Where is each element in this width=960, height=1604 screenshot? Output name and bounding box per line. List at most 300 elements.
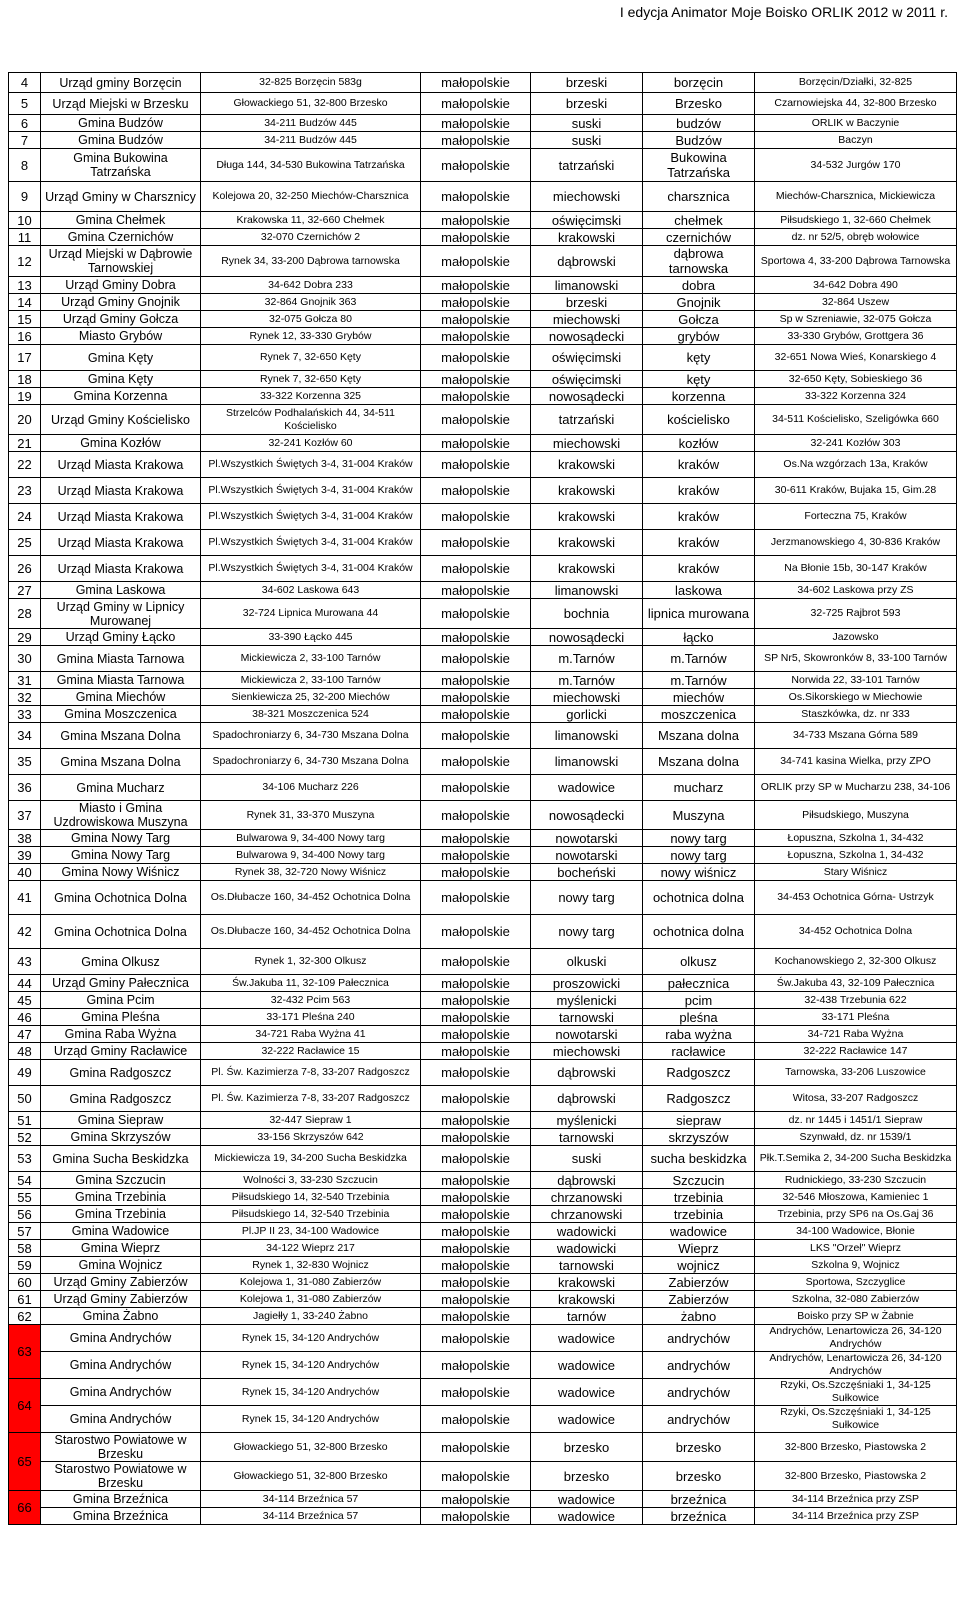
institution-address: 34-211 Budzów 445 [201, 115, 421, 132]
municipality: Bukowina Tatrzańska [643, 149, 755, 182]
table-row [9, 599, 957, 629]
voivodeship: małopolskie [421, 93, 531, 115]
table-row [9, 1189, 957, 1206]
row-number: 10 [9, 212, 41, 229]
table-row [9, 1352, 957, 1379]
institution-name: Urząd Miasta Krakowa [41, 452, 201, 478]
institution-address: Os.Dłubacze 160, 34-452 Ochotnica Dolna [201, 881, 421, 915]
institution-name: Urząd Gminy Kościelisko [41, 405, 201, 435]
municipality: wojnicz [643, 1257, 755, 1274]
municipality: olkusz [643, 949, 755, 975]
institution-address: Głowackiego 51, 32-800 Brzesko [201, 1462, 421, 1491]
institution-address: 38-321 Moszczenica 524 [201, 706, 421, 723]
institution-name: Gmina Wadowice [41, 1223, 201, 1240]
voivodeship: małopolskie [421, 1291, 531, 1308]
institution-address: Jagiełły 1, 33-240 Żabno [201, 1308, 421, 1325]
county: dąbrowski [531, 1060, 643, 1086]
county: nowy targ [531, 915, 643, 949]
county: krakowski [531, 1291, 643, 1308]
voivodeship: małopolskie [421, 115, 531, 132]
municipality: kęty [643, 371, 755, 388]
voivodeship: małopolskie [421, 992, 531, 1009]
row-number: 39 [9, 847, 41, 864]
pitch-location: Piłsudskiego, Muszyna [755, 801, 957, 830]
pitch-location: Piłsudskiego 1, 32-660 Chełmek [755, 212, 957, 229]
county: tatrzański [531, 405, 643, 435]
county: chrzanowski [531, 1206, 643, 1223]
county: wadowice [531, 1508, 643, 1525]
institution-address: Długa 144, 34-530 Bukowina Tatrzańska [201, 149, 421, 182]
municipality: ochotnica dolna [643, 881, 755, 915]
table-row [9, 1491, 957, 1508]
institution-name: Gmina Andrychów [41, 1406, 201, 1433]
row-number: 62 [9, 1308, 41, 1325]
pitch-location: 32-864 Uszew [755, 294, 957, 311]
institution-address: Pl.Wszystkich Świętych 3-4, 31-004 Kraków [201, 530, 421, 556]
voivodeship: małopolskie [421, 881, 531, 915]
county: brzesko [531, 1462, 643, 1491]
institution-name: Gmina Radgoszcz [41, 1086, 201, 1112]
voivodeship: małopolskie [421, 1308, 531, 1325]
institution-name: Urząd Gminy Zabierzów [41, 1274, 201, 1291]
voivodeship: małopolskie [421, 646, 531, 672]
county: suski [531, 132, 643, 149]
county: krakowski [531, 504, 643, 530]
voivodeship: małopolskie [421, 749, 531, 775]
institution-address: Św.Jakuba 11, 32-109 Pałecznica [201, 975, 421, 992]
pitch-location: 34-642 Dobra 490 [755, 277, 957, 294]
institution-address: 32-432 Pcim 563 [201, 992, 421, 1009]
municipality: miechów [643, 689, 755, 706]
municipality: łącko [643, 629, 755, 646]
voivodeship: małopolskie [421, 1508, 531, 1525]
municipality: kraków [643, 556, 755, 582]
row-number: 30 [9, 646, 41, 672]
row-number: 19 [9, 388, 41, 405]
institution-name: Gmina Moszczenica [41, 706, 201, 723]
row-number: 42 [9, 915, 41, 949]
voivodeship: małopolskie [421, 1352, 531, 1379]
institution-address: Rynek 31, 33-370 Muszyna [201, 801, 421, 830]
institution-address: 33-390 Łącko 445 [201, 629, 421, 646]
institution-name: Gmina Pcim [41, 992, 201, 1009]
table-row [9, 1462, 957, 1491]
county: limanowski [531, 749, 643, 775]
table-row [9, 646, 957, 672]
county: suski [531, 1146, 643, 1172]
pitch-location: 34-100 Wadowice, Błonie [755, 1223, 957, 1240]
data-table [8, 72, 957, 1525]
table-row [9, 556, 957, 582]
county: tarnowski [531, 1257, 643, 1274]
institution-name: Gmina Mszana Dolna [41, 723, 201, 749]
row-number: 4 [9, 73, 41, 93]
institution-address: Pl.Wszystkich Świętych 3-4, 31-004 Kraków [201, 452, 421, 478]
county: m.Tarnów [531, 646, 643, 672]
institution-name: Urząd Gminy Pałecznica [41, 975, 201, 992]
county: miechowski [531, 689, 643, 706]
county: nowotarski [531, 847, 643, 864]
pitch-location: 33-330 Grybów, Grottgera 36 [755, 328, 957, 345]
pitch-location: 34-733 Mszana Górna 589 [755, 723, 957, 749]
table-row [9, 1379, 957, 1406]
county: tarnowski [531, 1129, 643, 1146]
municipality: Zabierzów [643, 1274, 755, 1291]
voivodeship: małopolskie [421, 1325, 531, 1352]
pitch-location: 34-721 Raba Wyżna [755, 1026, 957, 1043]
table-row [9, 723, 957, 749]
table-row [9, 452, 957, 478]
voivodeship: małopolskie [421, 294, 531, 311]
institution-name: Gmina Wieprz [41, 1240, 201, 1257]
voivodeship: małopolskie [421, 405, 531, 435]
table-row [9, 1112, 957, 1129]
institution-name: Gmina Kęty [41, 371, 201, 388]
table-row [9, 229, 957, 246]
row-number: 23 [9, 478, 41, 504]
pitch-location: Sportowa 4, 33-200 Dąbrowa Tarnowska [755, 246, 957, 277]
table-row [9, 689, 957, 706]
voivodeship: małopolskie [421, 801, 531, 830]
voivodeship: małopolskie [421, 212, 531, 229]
institution-address: Strzelców Podhalańskich 44, 34-511 Kościelisko [201, 405, 421, 435]
county: oświęcimski [531, 345, 643, 371]
pitch-location: Rudnickiego, 33-230 Szczucin [755, 1172, 957, 1189]
table-row [9, 115, 957, 132]
municipality: kozłów [643, 435, 755, 452]
municipality: Zabierzów [643, 1291, 755, 1308]
institution-address: 32-070 Czernichów 2 [201, 229, 421, 246]
institution-name: Urząd Miasta Krakowa [41, 478, 201, 504]
pitch-location: Miechów-Charsznica, Mickiewicza [755, 182, 957, 212]
institution-address: Rynek 1, 32-830 Wojnicz [201, 1257, 421, 1274]
institution-name: Urząd gminy Borzęcin [41, 73, 201, 93]
institution-name: Urząd Gminy Gołcza [41, 311, 201, 328]
institution-address: 32-075 Gołcza 80 [201, 311, 421, 328]
voivodeship: małopolskie [421, 530, 531, 556]
pitch-location: 33-171 Pleśna [755, 1009, 957, 1026]
institution-name: Gmina Radgoszcz [41, 1060, 201, 1086]
pitch-location: Witosa, 33-207 Radgoszcz [755, 1086, 957, 1112]
institution-address: Pl. Św. Kazimierza 7-8, 33-207 Radgoszcz [201, 1086, 421, 1112]
row-number: 60 [9, 1274, 41, 1291]
voivodeship: małopolskie [421, 388, 531, 405]
county: dąbrowski [531, 1086, 643, 1112]
pitch-location: Stary Wiśnicz [755, 864, 957, 881]
pitch-location: Baczyn [755, 132, 957, 149]
voivodeship: małopolskie [421, 1491, 531, 1508]
table-row [9, 1026, 957, 1043]
county: wadowice [531, 775, 643, 801]
table-row [9, 294, 957, 311]
institution-address: Rynek 12, 33-330 Grybów [201, 328, 421, 345]
county: wadowice [531, 1352, 643, 1379]
voivodeship: małopolskie [421, 599, 531, 629]
pitch-location: Jazowsko [755, 629, 957, 646]
voivodeship: małopolskie [421, 132, 531, 149]
table-row [9, 1433, 957, 1462]
voivodeship: małopolskie [421, 830, 531, 847]
pitch-location: Jerzmanowskiego 4, 30-836 Kraków [755, 530, 957, 556]
municipality: Gołcza [643, 311, 755, 328]
voivodeship: małopolskie [421, 864, 531, 881]
municipality: siepraw [643, 1112, 755, 1129]
institution-name: Gmina Chełmek [41, 212, 201, 229]
voivodeship: małopolskie [421, 1223, 531, 1240]
county: oświęcimski [531, 212, 643, 229]
institution-address: 34-114 Brzeźnica 57 [201, 1491, 421, 1508]
municipality: trzebinia [643, 1206, 755, 1223]
table-row [9, 149, 957, 182]
institution-name: Gmina Nowy Targ [41, 847, 201, 864]
institution-address: 32-222 Racławice 15 [201, 1043, 421, 1060]
table-row [9, 73, 957, 93]
pitch-location: 34-532 Jurgów 170 [755, 149, 957, 182]
table-row [9, 1060, 957, 1086]
county: limanowski [531, 723, 643, 749]
row-number: 36 [9, 775, 41, 801]
county: nowosądecki [531, 629, 643, 646]
municipality: mucharz [643, 775, 755, 801]
institution-name: Gmina Andrychów [41, 1352, 201, 1379]
row-number: 21 [9, 435, 41, 452]
county: nowosądecki [531, 388, 643, 405]
institution-address: Os.Dłubacze 160, 34-452 Ochotnica Dolna [201, 915, 421, 949]
table-row [9, 992, 957, 1009]
table-row [9, 388, 957, 405]
institution-name: Gmina Wojnicz [41, 1257, 201, 1274]
row-number: 22 [9, 452, 41, 478]
voivodeship: małopolskie [421, 229, 531, 246]
voivodeship: małopolskie [421, 629, 531, 646]
row-number: 5 [9, 93, 41, 115]
pitch-location: Sportowa, Szczyglice [755, 1274, 957, 1291]
pitch-location: Tarnowska, 33-206 Luszowice [755, 1060, 957, 1086]
table-row [9, 277, 957, 294]
county: krakowski [531, 452, 643, 478]
row-number: 24 [9, 504, 41, 530]
voivodeship: małopolskie [421, 775, 531, 801]
row-number: 27 [9, 582, 41, 599]
voivodeship: małopolskie [421, 435, 531, 452]
institution-name: Urząd Miasta Krakowa [41, 504, 201, 530]
table-row [9, 1146, 957, 1172]
county: bochnia [531, 599, 643, 629]
voivodeship: małopolskie [421, 949, 531, 975]
pitch-location: Rzyki, Os.Szczęśniaki 1, 34-125 Sułkowice [755, 1406, 957, 1433]
pitch-location: 30-611 Kraków, Bujaka 15, Gim.28 [755, 478, 957, 504]
table-row [9, 246, 957, 277]
institution-address: 34-721 Raba Wyżna 41 [201, 1026, 421, 1043]
pitch-location: Andrychów, Lenartowicza 26, 34-120 Andrychów [755, 1325, 957, 1352]
row-number: 9 [9, 182, 41, 212]
institution-name: Miasto Grybów [41, 328, 201, 345]
row-number: 37 [9, 801, 41, 830]
municipality: andrychów [643, 1379, 755, 1406]
municipality: pałecznica [643, 975, 755, 992]
table-row [9, 1406, 957, 1433]
county: krakowski [531, 530, 643, 556]
pitch-location: 32-546 Młoszowa, Kamieniec 1 [755, 1189, 957, 1206]
institution-address: Pl. Św. Kazimierza 7-8, 33-207 Radgoszcz [201, 1060, 421, 1086]
table-row [9, 1086, 957, 1112]
county: brzeski [531, 73, 643, 93]
institution-name: Gmina Andrychów [41, 1325, 201, 1352]
institution-address: 32-864 Gnojnik 363 [201, 294, 421, 311]
pitch-location: Boisko przy SP w Żabnie [755, 1308, 957, 1325]
institution-name: Gmina Mucharz [41, 775, 201, 801]
row-number: 64 [9, 1379, 41, 1433]
municipality: brzeźnica [643, 1491, 755, 1508]
table-row [9, 1508, 957, 1525]
voivodeship: małopolskie [421, 478, 531, 504]
institution-address: Kolejowa 1, 31-080 Zabierzów [201, 1274, 421, 1291]
row-number: 40 [9, 864, 41, 881]
municipality: lipnica murowana [643, 599, 755, 629]
row-number: 18 [9, 371, 41, 388]
voivodeship: małopolskie [421, 246, 531, 277]
table-row [9, 582, 957, 599]
row-number: 56 [9, 1206, 41, 1223]
institution-address: Mickiewicza 2, 33-100 Tarnów [201, 672, 421, 689]
institution-name: Urząd Gminy Łącko [41, 629, 201, 646]
municipality: korzenna [643, 388, 755, 405]
municipality: racławice [643, 1043, 755, 1060]
table-row [9, 801, 957, 830]
county: tarnowski [531, 1009, 643, 1026]
row-number: 8 [9, 149, 41, 182]
institution-address: 33-322 Korzenna 325 [201, 388, 421, 405]
institution-address: Krakowska 11, 32-660 Chełmek [201, 212, 421, 229]
institution-address: 34-114 Brzeźnica 57 [201, 1508, 421, 1525]
municipality: nowy wiśnicz [643, 864, 755, 881]
county: gorlicki [531, 706, 643, 723]
municipality: Budzów [643, 132, 755, 149]
voivodeship: małopolskie [421, 277, 531, 294]
table-row [9, 775, 957, 801]
voivodeship: małopolskie [421, 73, 531, 93]
pitch-location: 32-438 Trzebunia 622 [755, 992, 957, 1009]
table-row [9, 345, 957, 371]
row-number: 43 [9, 949, 41, 975]
row-number: 50 [9, 1086, 41, 1112]
pitch-location: LKS "Orzeł" Wieprz [755, 1240, 957, 1257]
table-row [9, 864, 957, 881]
county: m.Tarnów [531, 672, 643, 689]
row-number: 46 [9, 1009, 41, 1026]
table-row [9, 847, 957, 864]
voivodeship: małopolskie [421, 723, 531, 749]
voivodeship: małopolskie [421, 1060, 531, 1086]
table-row [9, 830, 957, 847]
row-number: 44 [9, 975, 41, 992]
table-row [9, 405, 957, 435]
row-number: 20 [9, 405, 41, 435]
pitch-location: 34-114 Brzeźnica przy ZSP [755, 1491, 957, 1508]
municipality: Mszana dolna [643, 749, 755, 775]
county: miechowski [531, 1043, 643, 1060]
pitch-location: Staszkówka, dz. nr 333 [755, 706, 957, 723]
pitch-location: 34-114 Brzeźnica przy ZSP [755, 1508, 957, 1525]
row-number: 17 [9, 345, 41, 371]
municipality: charsznica [643, 182, 755, 212]
pitch-location: 32-651 Nowa Wieś, Konarskiego 4 [755, 345, 957, 371]
institution-address: Rynek 34, 33-200 Dąbrowa tarnowska [201, 246, 421, 277]
row-number: 11 [9, 229, 41, 246]
county: miechowski [531, 182, 643, 212]
institution-address: Pl.Wszystkich Świętych 3-4, 31-004 Kraków [201, 478, 421, 504]
pitch-location: ORLIK przy SP w Mucharzu 238, 34-106 [755, 775, 957, 801]
pitch-location: Szynwałd, dz. nr 1539/1 [755, 1129, 957, 1146]
voivodeship: małopolskie [421, 149, 531, 182]
institution-name: Gmina Korzenna [41, 388, 201, 405]
institution-address: 33-156 Skrzyszów 642 [201, 1129, 421, 1146]
pitch-location: dz. nr 52/5, obręb wołowice [755, 229, 957, 246]
institution-address: 33-171 Pleśna 240 [201, 1009, 421, 1026]
municipality: brzeźnica [643, 1508, 755, 1525]
institution-name: Gmina Siepraw [41, 1112, 201, 1129]
voivodeship: małopolskie [421, 689, 531, 706]
institution-name: Gmina Raba Wyżna [41, 1026, 201, 1043]
county: wadowice [531, 1406, 643, 1433]
voivodeship: małopolskie [421, 1026, 531, 1043]
institution-address: 34-122 Wieprz 217 [201, 1240, 421, 1257]
municipality: pcim [643, 992, 755, 1009]
pitch-location: Czarnowiejska 44, 32-800 Brzesko [755, 93, 957, 115]
institution-name: Urząd Gminy Zabierzów [41, 1291, 201, 1308]
municipality: skrzyszów [643, 1129, 755, 1146]
table-row [9, 1308, 957, 1325]
voivodeship: małopolskie [421, 915, 531, 949]
municipality: andrychów [643, 1352, 755, 1379]
institution-name: Urząd Miasta Krakowa [41, 556, 201, 582]
voivodeship: małopolskie [421, 1257, 531, 1274]
municipality: chełmek [643, 212, 755, 229]
row-number: 6 [9, 115, 41, 132]
pitch-location: Sp w Szreniawie, 32-075 Gołcza [755, 311, 957, 328]
municipality: nowy targ [643, 830, 755, 847]
row-number: 29 [9, 629, 41, 646]
table-row [9, 1129, 957, 1146]
voivodeship: małopolskie [421, 847, 531, 864]
row-number: 16 [9, 328, 41, 345]
institution-name: Gmina Szczucin [41, 1172, 201, 1189]
pitch-location: Szkolna 9, Wojnicz [755, 1257, 957, 1274]
institution-name: Gmina Pleśna [41, 1009, 201, 1026]
pitch-location: SP Nr5, Skowronków 8, 33-100 Tarnów [755, 646, 957, 672]
voivodeship: małopolskie [421, 452, 531, 478]
institution-address: 34-602 Laskowa 643 [201, 582, 421, 599]
municipality: dobra [643, 277, 755, 294]
table-row [9, 1325, 957, 1352]
municipality: laskowa [643, 582, 755, 599]
municipality: kraków [643, 530, 755, 556]
institution-name: Gmina Mszana Dolna [41, 749, 201, 775]
institution-name: Urząd Miejski w Dąbrowie Tarnowskiej [41, 246, 201, 277]
institution-address: Sienkiewicza 25, 32-200 Miechów [201, 689, 421, 706]
row-number: 41 [9, 881, 41, 915]
county: wadowicki [531, 1223, 643, 1240]
municipality: budzów [643, 115, 755, 132]
voivodeship: małopolskie [421, 1172, 531, 1189]
pitch-location: Rzyki, Os.Szczęśniaki 1, 34-125 Sułkowice [755, 1379, 957, 1406]
table-row [9, 182, 957, 212]
row-number: 63 [9, 1325, 41, 1379]
pitch-location: 32-650 Kęty, Sobieskiego 36 [755, 371, 957, 388]
institution-address: Pl.Wszystkich Świętych 3-4, 31-004 Kraków [201, 556, 421, 582]
institution-name: Gmina Budzów [41, 132, 201, 149]
pitch-location: 34-741 kasina Wielka, przy ZPO [755, 749, 957, 775]
